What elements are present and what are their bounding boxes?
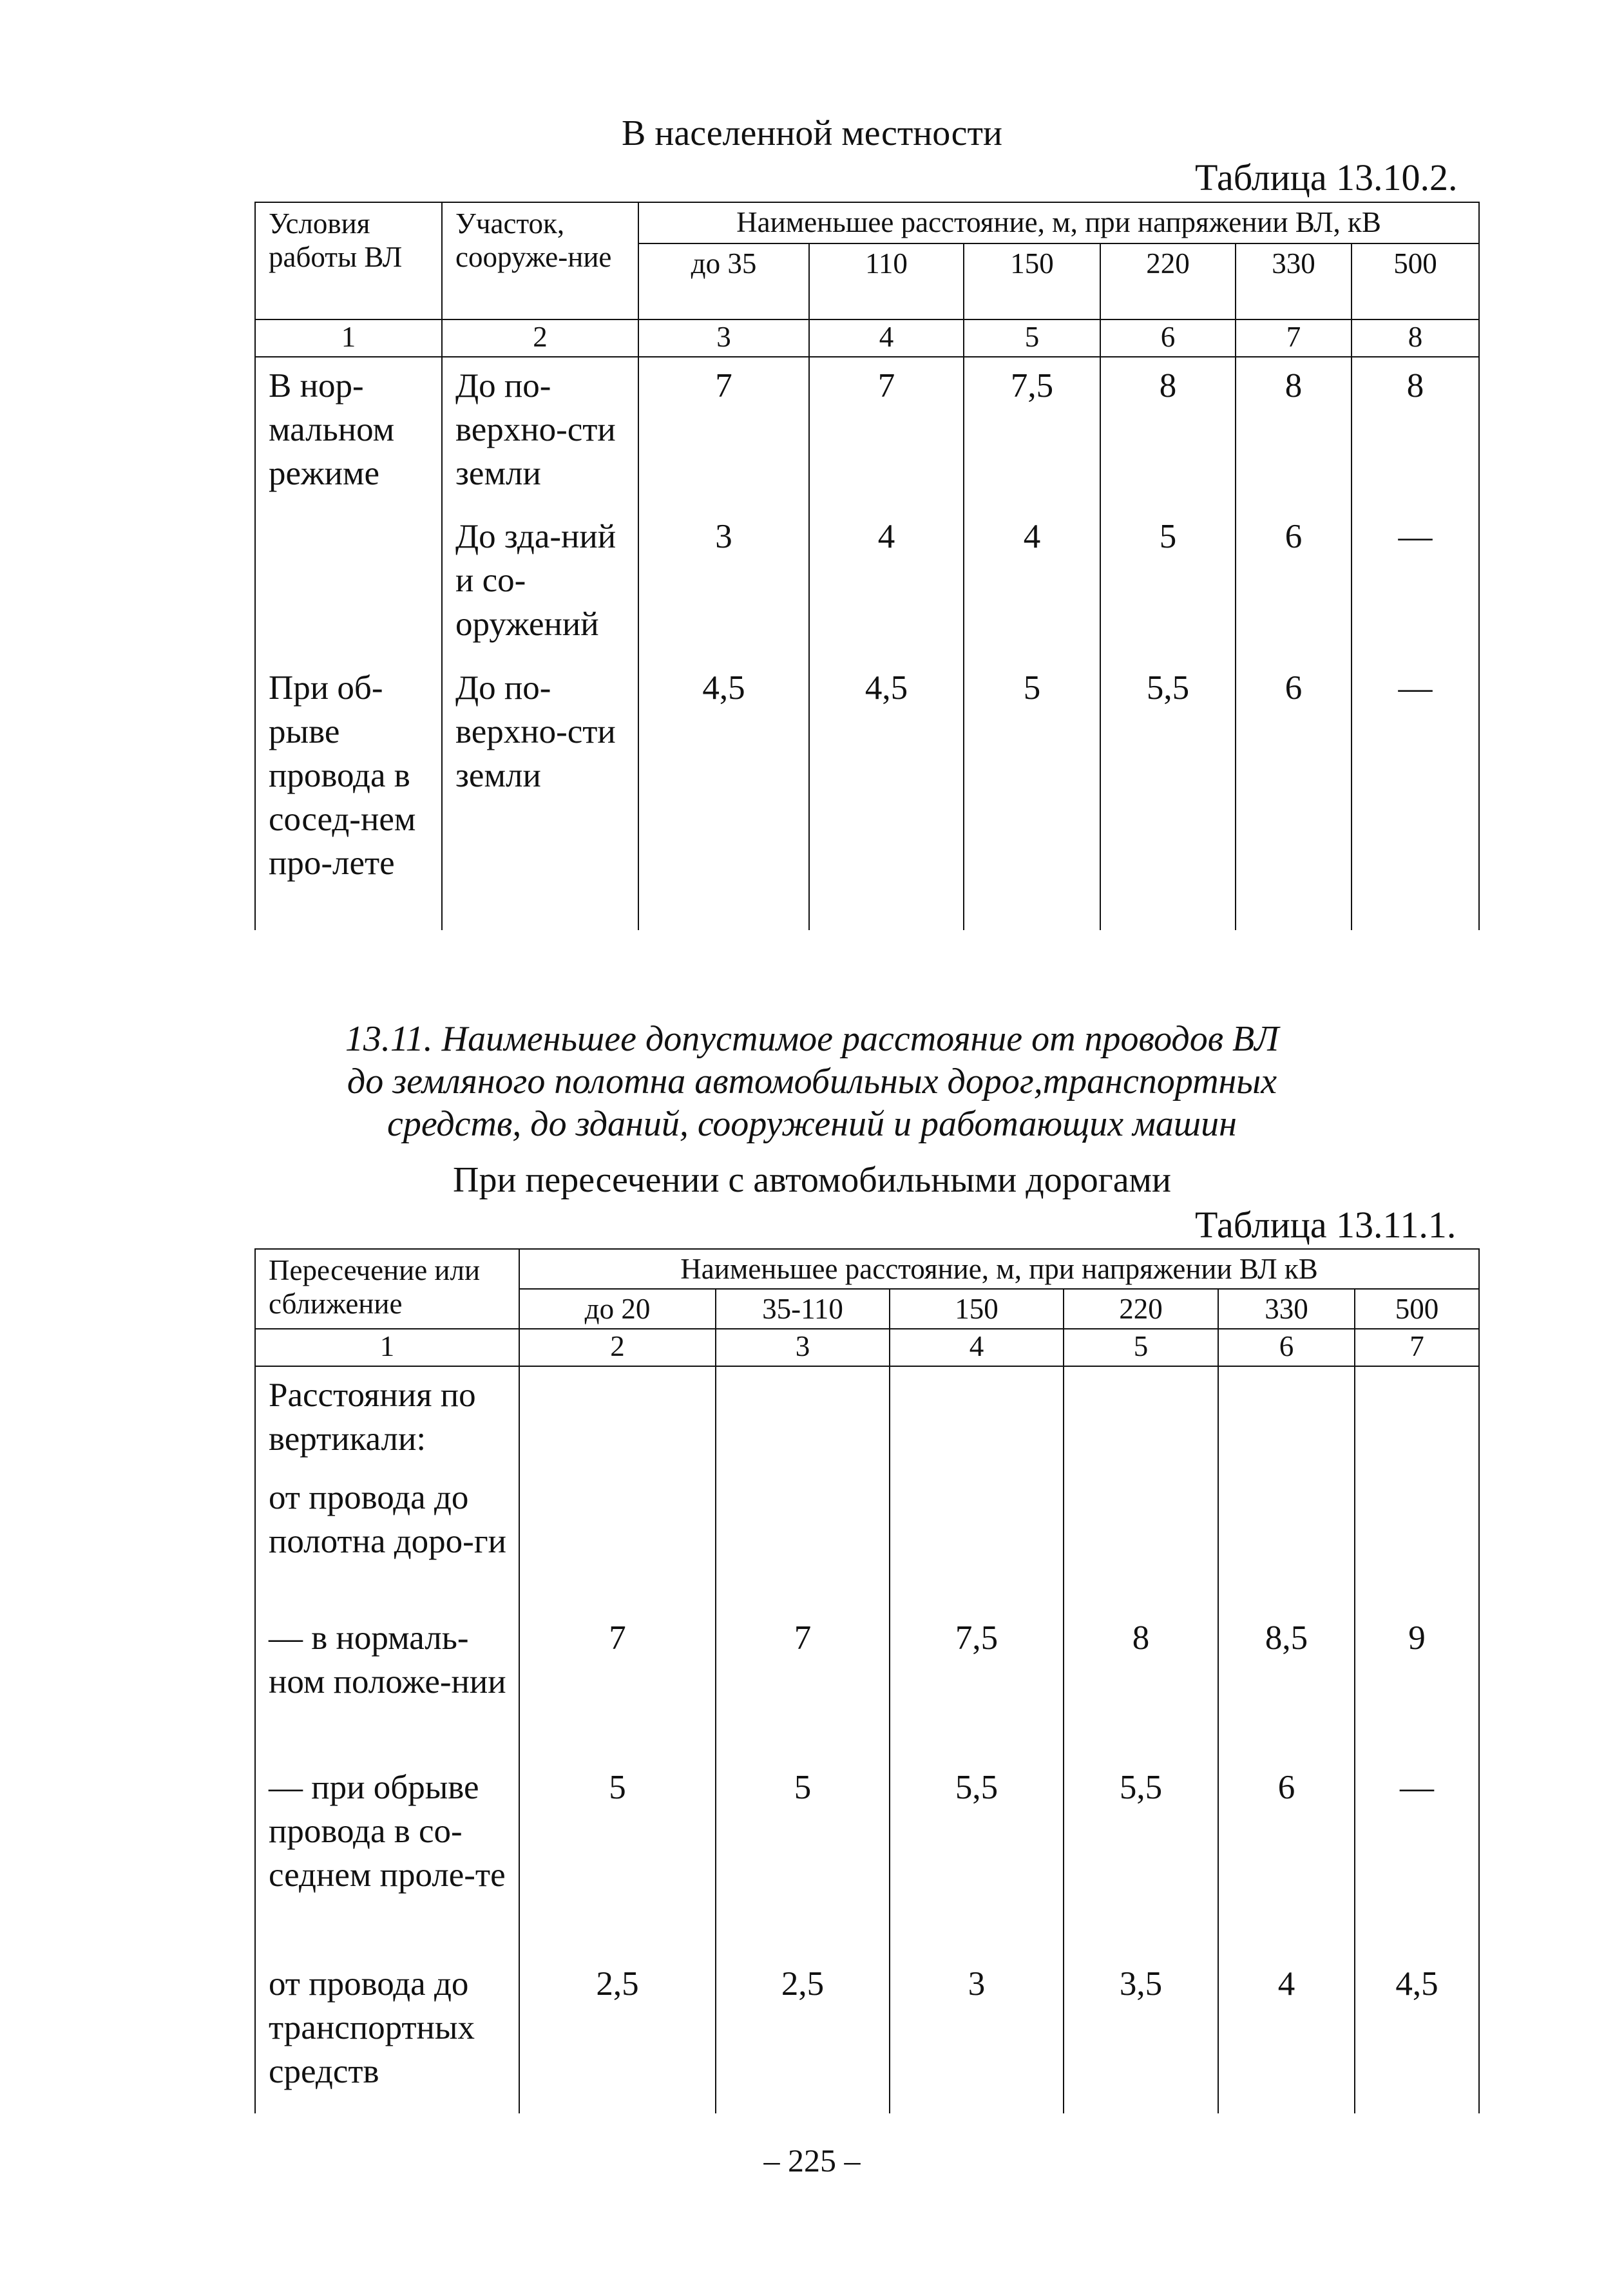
row-value: 6 [1236,660,1352,930]
heading-line: средств, до зданий, сооружений и работающих машин [387,1104,1237,1144]
column-number: 3 [638,319,809,357]
header-voltage: до 35 [638,243,809,319]
row-value [519,1469,716,1610]
row-value: 4 [1218,1956,1355,2113]
row-value: 7,5 [890,1610,1064,1759]
column-number: 2 [442,319,638,357]
table-13-11-1 [254,1248,1480,2113]
column-number: 5 [964,319,1100,357]
row-value [1064,1469,1218,1610]
row-value: 5 [716,1759,890,1956]
row-value: 9 [1355,1610,1479,1759]
heading-line: 13.11. Наименьшее допустимое расстояние от проводов ВЛ [345,1019,1279,1059]
row-value: 8 [1236,357,1352,508]
column-number: 1 [255,1329,519,1366]
header-voltage: 330 [1218,1289,1355,1329]
row-value: 5,5 [1064,1759,1218,1956]
row-value: 5,5 [890,1759,1064,1956]
column-number: 2 [519,1329,716,1366]
row-value [716,1469,890,1610]
header-voltage: 150 [890,1289,1064,1329]
row-value [1218,1366,1355,1469]
column-number: 6 [1100,319,1236,357]
row-value [519,1366,716,1469]
table-row [255,1366,1479,1469]
column-number: 6 [1218,1329,1355,1366]
heading-line: до земляного полотна автомобильных дорог,транспортных [347,1062,1277,1101]
row-value: 3 [890,1956,1064,2113]
table-row [255,1610,1479,1759]
row-site: До по-верхно-сти земли [442,660,638,930]
column-number: 4 [809,319,964,357]
row-value: 3,5 [1064,1956,1218,2113]
row-value: — [1352,508,1479,660]
row-value: 4,5 [638,660,809,930]
row-value [1064,1366,1218,1469]
header-voltage: 500 [1355,1289,1479,1329]
row-value: — [1352,660,1479,930]
table-row [255,357,1479,508]
row-condition: В нор-мальном режиме [255,357,442,508]
page-number: – 225 – [763,2142,861,2178]
section1-subtitle: В населенной местности [622,113,1002,153]
row-value: 7,5 [964,357,1100,508]
row-value: 4 [809,508,964,660]
row-label: от провода до полотна доро-ги [255,1469,519,1610]
table-13-10-2-label: Таблица 13.10.2. [1195,157,1458,198]
column-number-row [255,319,1479,357]
row-value: — [1355,1759,1479,1956]
row-value: 7 [519,1610,716,1759]
header-voltage: 330 [1236,243,1352,319]
row-value: 5,5 [1100,660,1236,930]
row-site: До по-верхно-сти земли [442,357,638,508]
row-site: До зда-ний и со-оружений [442,508,638,660]
row-value [1355,1366,1479,1469]
section2-heading [0,1018,1624,1145]
row-value [890,1366,1064,1469]
row-value [716,1366,890,1469]
row-value: 8 [1100,357,1236,508]
row-value [890,1469,1064,1610]
row-label: — при обрыве провода в со-седнем проле-те [255,1759,519,1956]
table-13-11-1-label: Таблица 13.11.1. [1195,1204,1457,1246]
header-voltage: до 20 [519,1289,716,1329]
column-number: 5 [1064,1329,1218,1366]
row-condition [255,508,442,660]
row-value [1218,1469,1355,1610]
row-value: 7 [716,1610,890,1759]
row-value: 8,5 [1218,1610,1355,1759]
table-row [255,1759,1479,1956]
column-number: 7 [1236,319,1352,357]
column-number: 4 [890,1329,1064,1366]
column-number: 8 [1352,319,1479,357]
row-value [1355,1469,1479,1610]
header-voltage: 110 [809,243,964,319]
row-value: 8 [1352,357,1479,508]
header-voltage: 35-110 [716,1289,890,1329]
row-value: 7 [638,357,809,508]
row-value: 2,5 [716,1956,890,2113]
row-value: 5 [1100,508,1236,660]
header-distance-span: Наименьшее расстояние, м, при напряжении ВЛ, кВ [638,202,1479,243]
column-number: 7 [1355,1329,1479,1366]
row-value: 4 [964,508,1100,660]
header-voltage: 500 [1352,243,1479,319]
column-number: 1 [255,319,442,357]
header-voltage: 220 [1100,243,1236,319]
table-row [255,1956,1479,2113]
header-voltage: 150 [964,243,1100,319]
header-conditions: Условия работы ВЛ [255,202,442,319]
header-site: Участок, сооруже-ние [442,202,638,319]
row-value: 8 [1064,1610,1218,1759]
row-value: 4,5 [809,660,964,930]
table-13-10-2 [254,202,1480,930]
row-label: — в нормаль-ном положе-нии [255,1610,519,1759]
row-value: 4,5 [1355,1956,1479,2113]
row-value: 5 [519,1759,716,1956]
table-row [255,1469,1479,1610]
column-number: 3 [716,1329,890,1366]
header-crossing: Пересечение или сближение [255,1249,519,1329]
row-value: 7 [809,357,964,508]
table-row [255,660,1479,930]
section2-subtitle: При пересечении с автомобильными дорогами [453,1160,1171,1200]
row-value: 5 [964,660,1100,930]
row-label: Расстояния по вертикали: [255,1366,519,1469]
row-value: 6 [1218,1759,1355,1956]
row-value: 2,5 [519,1956,716,2113]
header-distance-span: Наименьшее расстояние, м, при напряжении ВЛ кВ [519,1249,1479,1289]
row-label: от провода до транспортных средств [255,1956,519,2113]
row-condition: При об-рыве провода в сосед-нем про-лете [255,660,442,930]
column-number-row [255,1329,1479,1366]
header-voltage: 220 [1064,1289,1218,1329]
row-value: 6 [1236,508,1352,660]
table-row [255,508,1479,660]
row-value: 3 [638,508,809,660]
